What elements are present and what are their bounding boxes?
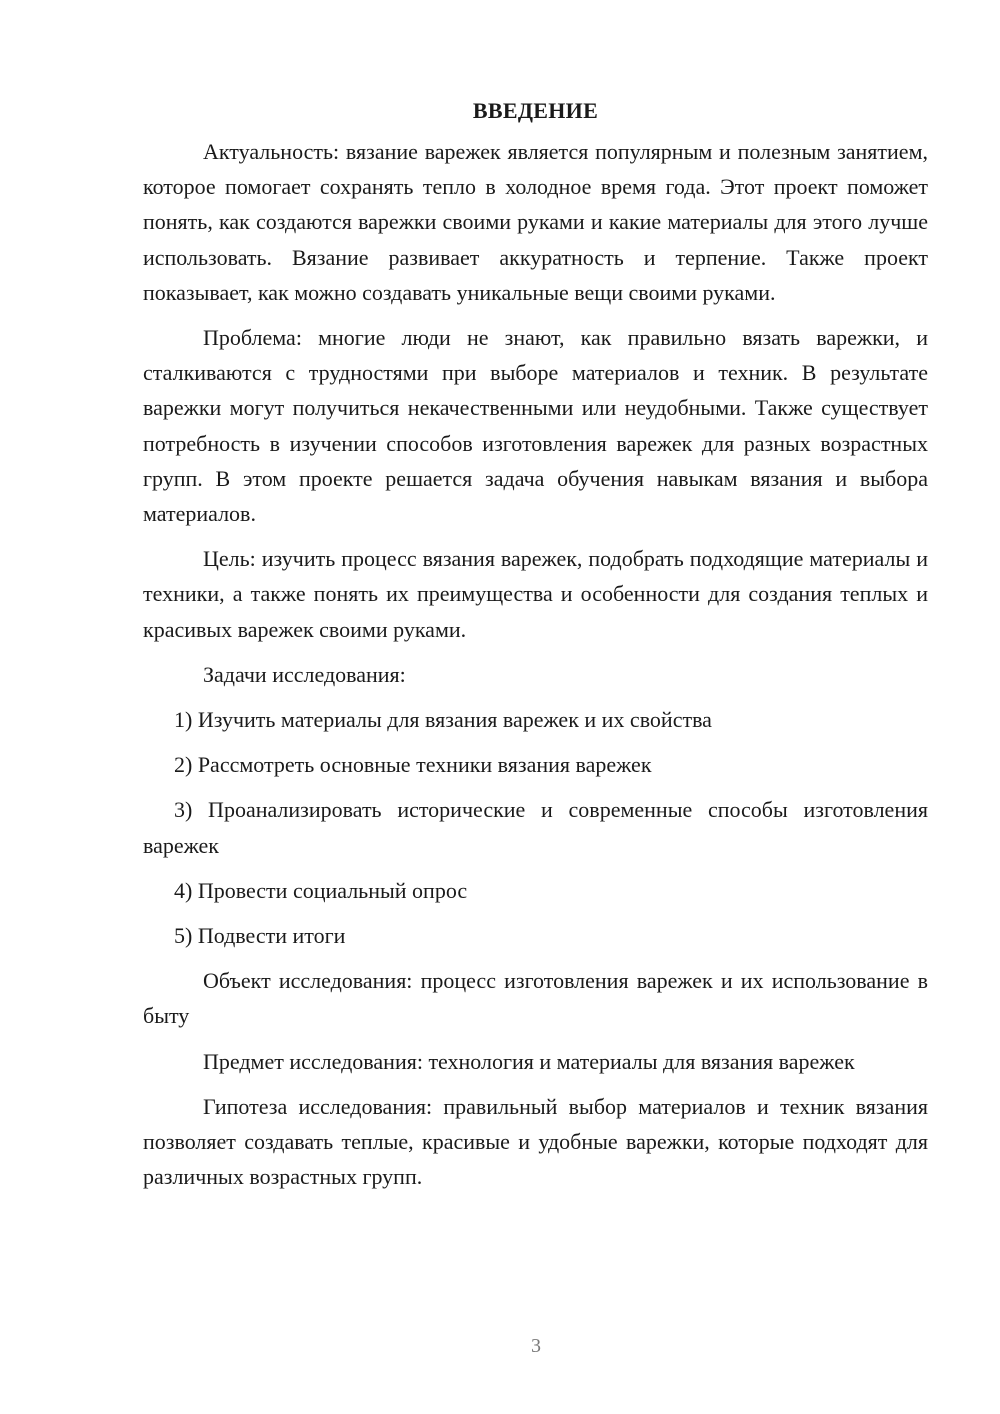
object-paragraph: Объект исследования: процесс изготовления варежек и их использование в быту: [143, 968, 928, 1029]
task-item-3: 3) Проанализировать исторические и современные способы изготовления варежек: [143, 797, 928, 858]
tasks-heading: Задачи исследования:: [203, 661, 406, 687]
section-title: ВВЕДЕНИЕ: [472, 98, 599, 123]
task-item-4: 4) Провести социальный опрос: [174, 877, 468, 903]
task-item-5: 5) Подвести итоги: [174, 923, 346, 949]
document-body: [143, 96, 928, 1204]
hypothesis-paragraph: Гипотеза исследования: правильный выбор материалов и техник вязания позволяет создавать теплые, красивые и удобные варежки, которые подходят для различных возрастных групп.: [143, 1093, 928, 1190]
subject-paragraph: Предмет исследования: технология и материалы для вязания варежек: [203, 1048, 855, 1074]
page-number: 3: [531, 1335, 541, 1357]
goal-paragraph: Цель: изучить процесс вязания варежек, подобрать подходящие материалы и техники, а также понять их преимущества и особенности для создания теплых и красивых варежек своими руками.: [143, 546, 928, 642]
task-item-2: 2) Рассмотреть основные техники вязания варежек: [174, 752, 652, 778]
task-item-1: 1) Изучить материалы для вязания варежек и их свойства: [174, 707, 712, 733]
problem-paragraph: Проблема: многие люди не знают, как правильно вязать варежки, и сталкиваются с трудностями при выборе материалов и техник. В результате варежки могут получиться некачественными или неудобными. Также существует потребность в изучении способов изготовления варежек для разных возрастных групп. В этом проекте решается задача обучения навыкам вязания и выбора материалов.: [143, 325, 928, 527]
relevance-paragraph: Актуальность: вязание варежек является популярным и полезным занятием, которое помогает сохранять тепло в холодное время года. Этот проект поможет понять, как создаются варежки своими руками и какие материалы для этого лучше использовать. Вязание развивает аккуратность и терпение. Также проект показывает, как можно создавать уникальные вещи своими руками.: [143, 139, 928, 305]
